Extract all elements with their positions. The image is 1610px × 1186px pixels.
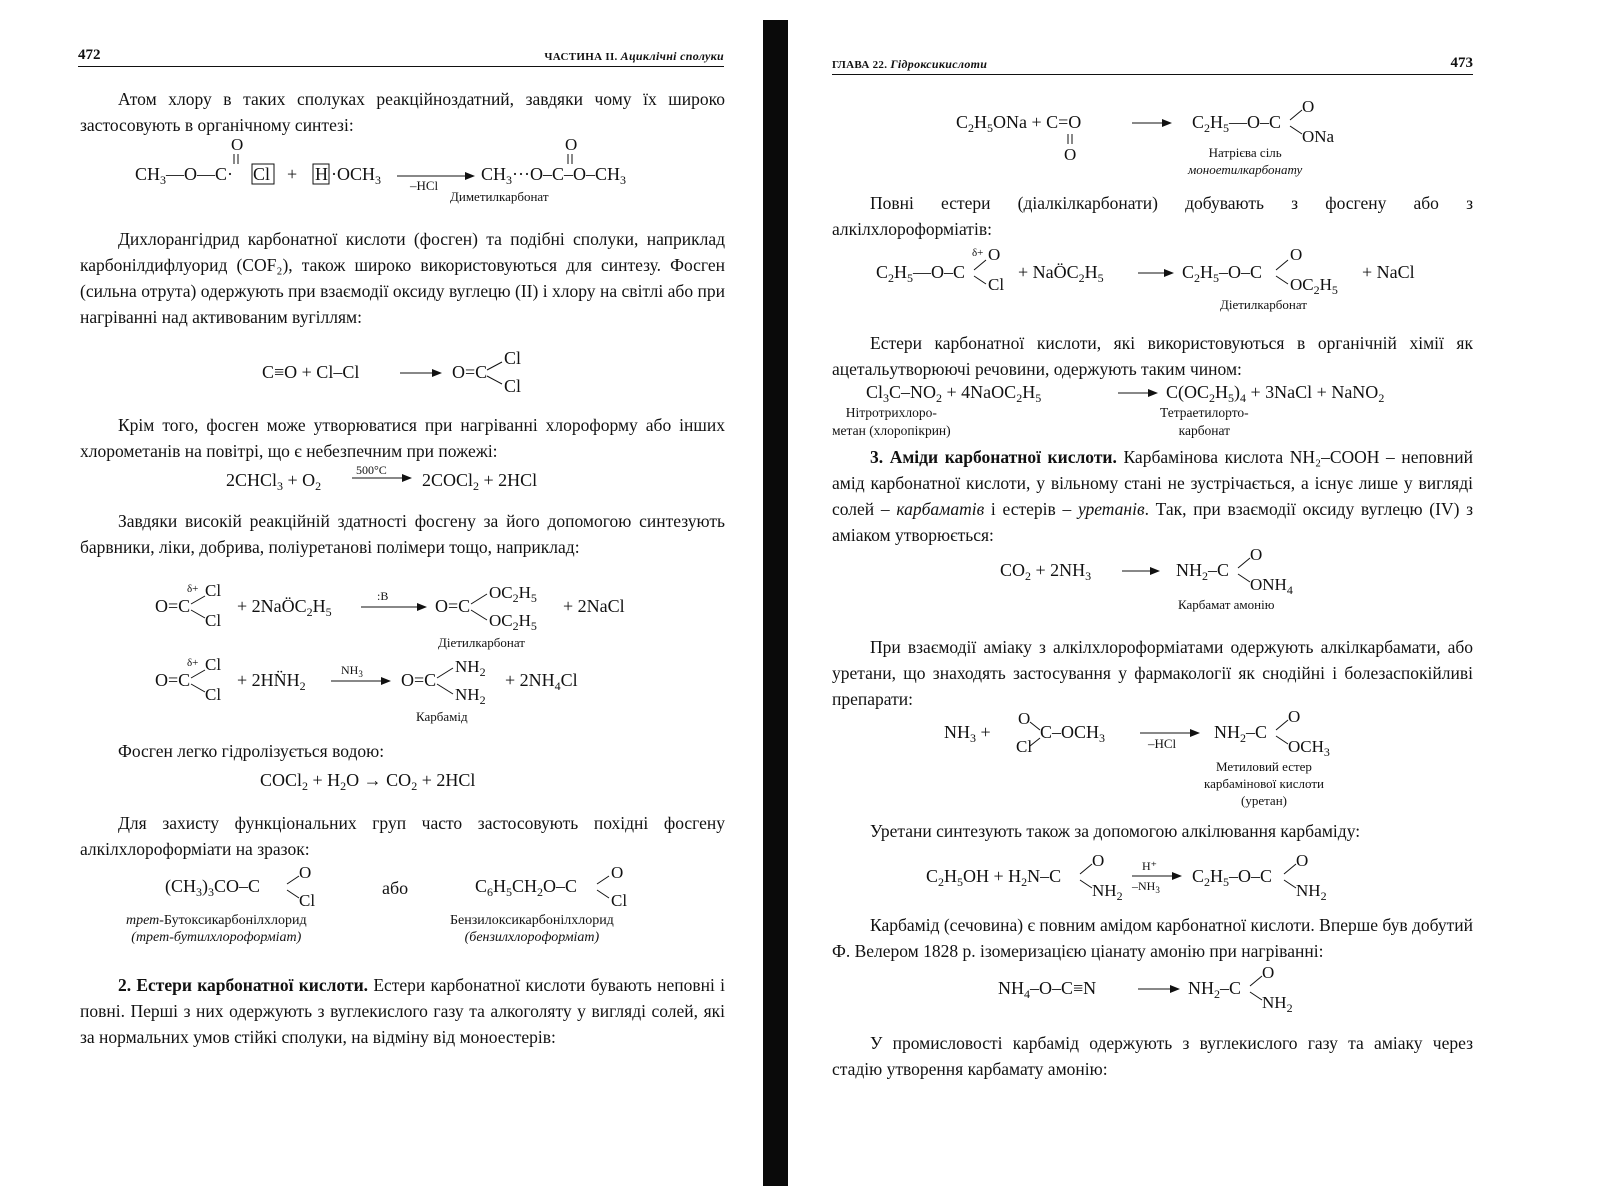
paragraph: У промисловості карбамід одержують з вуглекислого газу та аміаку через стадію утворення карбамату амонію: <box>832 1033 1473 1079</box>
svg-text:Cl: Cl <box>205 685 222 704</box>
svg-text:O: O <box>231 135 244 154</box>
svg-text:(CH3)3CO–C: $(CH_3)_3CO-C$ <box>165 876 261 899</box>
svg-text:NH2–C: $NH_2-C$ <box>1214 722 1268 745</box>
svg-text:+ NaCl: + NaCl <box>1362 262 1415 282</box>
reaction-equation <box>866 374 1486 408</box>
reaction-equation <box>926 852 1406 902</box>
reaction-equation <box>226 460 606 500</box>
svg-text:ONa: ONa <box>1302 127 1335 146</box>
svg-text:C2H5OH + H2N–C: $C_2H_5OH + H_2N-C$ <box>926 866 1062 889</box>
compound-caption: Діетилкарбонат <box>438 635 525 650</box>
svg-text:O: O <box>611 863 624 882</box>
svg-text:O=C: O=C <box>155 596 191 616</box>
svg-text:2COCl2 + 2HCl: 2COCl$_2$ + 2HCl <box>422 470 538 493</box>
svg-text:O: O <box>1064 145 1077 164</box>
svg-text:O: O <box>988 245 1001 264</box>
svg-text:COCl2 + H2O → CO2 + 2HCl: COCl$_2$ + $H_2O \to CO_2 + 2HCl$ <box>260 770 476 793</box>
paragraph: 2. Естери карбонатної кислоти. Естери карбонатної кислоти бувають неповні і повні. Перші з них одержують з вуглекислого газу та алкоголяту у вигляді солей, які за нормальних умов стійкі сполуки, на відміну від моноестерів: <box>80 975 726 1047</box>
svg-text:Cl: Cl <box>988 275 1005 294</box>
svg-text:CO2 + 2NH3: $CO_2 + 2NH_3$ <box>1000 560 1092 583</box>
paragraph: Для захисту функціональних груп часто застосовують похідні фосгену алкілхлороформіати на зразок: <box>80 813 725 859</box>
reaction-equation <box>155 580 675 640</box>
svg-text:O=C: O=C <box>435 596 471 616</box>
svg-text:OC2H5: $OC_2H_5$ <box>489 583 537 605</box>
reaction-equation <box>262 344 562 404</box>
svg-text:O: O <box>1250 545 1263 564</box>
paragraph: Дихлорангідрид карбонатної кислоти (фосген) та подібні сполуки, наприклад карбонілдифлуорид (COF₂), також широко використовуються для синтезу. Фосген (сильна отрута) одержують при взаємодії оксиду вуглецю (II) і хлору на світлі або при нагріванні над активованим вугіллям: <box>80 229 725 327</box>
svg-text:+ 2NH4Cl: + $2NH_4Cl$ <box>505 670 578 693</box>
svg-text:C(OC2H5)4 + 3NaCl + NaNO2: $C(OC_2H_5)_4$ + 3NaCl + NaNO$_2$ <box>1166 382 1385 405</box>
compound-caption: трет-Бутоксикарбонілхлорид (трет-бутилхлороформіат) <box>126 913 307 945</box>
chemical-formula <box>165 862 665 912</box>
svg-text:NH2: $NH_2$ <box>455 657 486 679</box>
page-number: 472 <box>78 47 101 63</box>
svg-text:O: O <box>565 135 578 154</box>
svg-text:–NH3: $-NH_3$ <box>1132 879 1160 895</box>
reaction-equation <box>1000 546 1320 598</box>
left-page <box>0 0 770 1186</box>
svg-text:CH3···O–C–O–CH3: $CH_3\cdot\cdot\cdot O-C-O-CH_3$ <box>481 164 627 187</box>
paragraph: Уретани синтезують також за допомогою алкілювання карбаміду: <box>870 821 1361 841</box>
svg-text:O: O <box>1092 851 1105 870</box>
paragraph: Крім того, фосген може утворюватися при нагріванні хлороформу або інших хлорометанів на повітрі, що є небезпечним при пожежі: <box>80 415 725 461</box>
svg-text:O: O <box>1302 97 1315 116</box>
compound-caption: Карбамат амонію <box>1178 597 1275 612</box>
svg-text:Cl3C–NO2 + 4NaOC2H5: $Cl_3C-NO_2$ + $4NaOC_2H_5$ <box>866 382 1042 405</box>
svg-text:C2H5–O–C: $C_2H_5-O-C$ <box>1182 262 1263 285</box>
reaction-equation <box>998 964 1338 1014</box>
svg-text:OCH3: $OCH_3$ <box>1288 737 1330 759</box>
compound-caption: Нітротрихлоро- метан (хлоропікрин) <box>832 405 951 438</box>
svg-text:NH3: $NH_3$ <box>341 663 363 679</box>
svg-text:Cl: Cl <box>611 891 628 910</box>
svg-text:O: O <box>1296 851 1309 870</box>
running-title: ГЛАВА 22. Гідроксикислоти <box>832 57 988 71</box>
compound-caption: Бензилоксикарбонілхлорид (бензилхлороформіат) <box>450 913 614 945</box>
paragraph: Естери карбонатної кислоти, які використовуються в органічній хімії як ацетальутворюючі речовини, одержують таким чином: <box>832 333 1473 379</box>
paragraph: Фосген легко гідролізується водою: <box>118 741 385 761</box>
svg-text:C2H5—O–C: $C_2H_5—O-C$ <box>1192 112 1282 135</box>
right-page <box>786 0 1610 1186</box>
paragraph: Завдяки високій реакційній здатності фосгену за його допомогою синтезують барвники, ліки, добрива, поліуретанові полімери тощо, наприклад: <box>80 511 725 557</box>
reaction-condition: 500°C <box>356 463 387 477</box>
reaction-equation <box>876 244 1476 300</box>
left-page-header <box>78 46 724 67</box>
svg-text:δ+: δ+ <box>972 247 984 259</box>
svg-text:Cl: Cl <box>504 348 522 368</box>
svg-text:–HCl: –HCl <box>1148 736 1177 751</box>
svg-text:Cl: Cl <box>504 376 522 396</box>
svg-text:C6H5CH2O–C: $C_6H_5CH_2O-C$ <box>475 876 578 899</box>
paragraph: 3. Аміди карбонатної кислоти. Карбамінова кислота NH₂–COOH – неповний амід карбонатної кислоти, у вільному стані не зустрічається, а існує лише у вигляді солей – карбаматів і естерів – уретанів. Так, при взаємодії оксиду вуглецю (IV) з аміаком утворюється: <box>832 447 1474 545</box>
svg-text:C≡O + Cl–Cl: C≡O + Cl–Cl <box>262 362 360 382</box>
reaction-equation <box>260 762 560 798</box>
svg-text:δ+: δ+ <box>187 657 199 669</box>
svg-text:H⁺: H⁺ <box>1142 859 1157 873</box>
svg-text:+: + <box>287 164 298 184</box>
svg-text:Cl: Cl <box>1016 737 1033 756</box>
compound-caption: Діетилкарбонат <box>1220 297 1307 312</box>
svg-text:C–OCH3: $C-OCH_3$ <box>1040 722 1106 745</box>
svg-text:Cl: Cl <box>205 581 222 600</box>
svg-text::B: :B <box>377 589 389 603</box>
reaction-equation <box>956 94 1376 164</box>
svg-text:OC2H5: $OC_2H_5$ <box>489 611 537 633</box>
svg-text:C2H5–O–C: $C_2H_5-O-C$ <box>1192 866 1273 889</box>
svg-text:+ 2HN̈H2: + $2HN̈H_2$ <box>237 670 306 693</box>
svg-text:2CHCl3 + O2: 2CHCl$_3$ + $O_2$ <box>226 470 322 493</box>
svg-text:Cl: Cl <box>253 164 271 184</box>
svg-text:O=C: O=C <box>155 670 191 690</box>
conjunction: або <box>382 878 409 898</box>
svg-text:NH2: $NH_2$ <box>1262 993 1293 1015</box>
reaction-equation <box>135 134 695 204</box>
compound-caption: Тетраетилорто- карбонат <box>1160 405 1249 438</box>
paragraph: При взаємодії аміаку з алкілхлороформіатами одержують алкілкарбамати, або уретани, що знаходять застосування у фармакології як снодійні і болезаспокійливі препарати: <box>832 637 1473 709</box>
svg-text:O: O <box>1290 245 1303 264</box>
svg-text:NH2–C: $NH_2-C$ <box>1176 560 1230 583</box>
svg-text:O: O <box>299 863 312 882</box>
svg-text:Cl: Cl <box>205 655 222 674</box>
right-page-header <box>832 54 1473 75</box>
svg-text:NH2: $NH_2$ <box>1092 881 1123 903</box>
svg-text:+ 2NaÖC2H5: + $2NaÖC_2H_5$ <box>237 596 332 619</box>
svg-text:+ NaÖC2H5: + $NaÖC_2H_5$ <box>1018 262 1104 285</box>
svg-text:NH3 +: $NH_3$ + <box>944 722 991 745</box>
svg-text:·OCH3: $\cdot OCH_3$ <box>331 164 381 187</box>
reaction-equation <box>944 708 1344 758</box>
svg-text:NH2: $NH_2$ <box>1296 881 1327 903</box>
svg-text:Cl: Cl <box>205 611 222 630</box>
svg-text:O=C: O=C <box>401 670 437 690</box>
svg-text:δ+: δ+ <box>187 583 199 595</box>
svg-text:H: H <box>315 164 328 184</box>
svg-text:O: O <box>1018 709 1031 728</box>
svg-text:NH4–O–C≡N: $NH_4-O-C\equiv N$ <box>998 978 1097 1001</box>
reaction-equation <box>155 654 675 714</box>
svg-text:NH2–C: $NH_2-C$ <box>1188 978 1242 1001</box>
svg-text:Cl: Cl <box>299 891 316 910</box>
svg-text:+ 2NaCl: + 2NaCl <box>563 596 625 616</box>
book-spine <box>763 0 788 1186</box>
page-number: 473 <box>1450 55 1473 71</box>
compound-caption: Карбамід <box>416 709 468 724</box>
paragraph: Карбамід (сечовина) є повним амідом карбонатної кислоти. Вперше був добутий Ф. Велером 1828 р. ізомеризацією ціанату амонію при нагріванні: <box>832 915 1473 961</box>
svg-text:CH3—O—C·: $CH_3—O—C\cdot$ <box>135 164 234 187</box>
paragraph: Атом хлору в таких сполуках реакційноздатний, завдяки чому їх широко застосовують в органічному синтезі: <box>80 89 725 135</box>
svg-text:O=C: O=C <box>452 362 488 382</box>
svg-text:O: O <box>1262 963 1275 982</box>
running-title: ЧАСТИНА ІІ. Ациклічні сполуки <box>544 49 724 63</box>
svg-text:O: O <box>1288 707 1301 726</box>
svg-text:C2H5ONa + C=O: $C_2H_5ONa + C=O$ <box>956 112 1082 135</box>
svg-text:NH2: $NH_2$ <box>455 685 486 707</box>
compound-caption: Натрієва сіль моноетилкарбонату <box>1188 145 1303 177</box>
compound-caption: Диметилкарбонат <box>450 189 549 204</box>
compound-caption: Метиловий естер карбамінової кислоти (уретан) <box>1204 759 1324 808</box>
svg-text:–HCl: –HCl <box>410 178 439 193</box>
svg-text:ONH4: $ONH_4$ <box>1250 575 1293 597</box>
svg-text:OC2H5: $OC_2H_5$ <box>1290 275 1338 297</box>
svg-text:C2H5—O–C: $C_2H_5—O-C$ <box>876 262 966 285</box>
paragraph: Повні естери (діалкілкарбонати) добувають з фосгену або з алкілхлороформіатів: <box>832 193 1473 239</box>
